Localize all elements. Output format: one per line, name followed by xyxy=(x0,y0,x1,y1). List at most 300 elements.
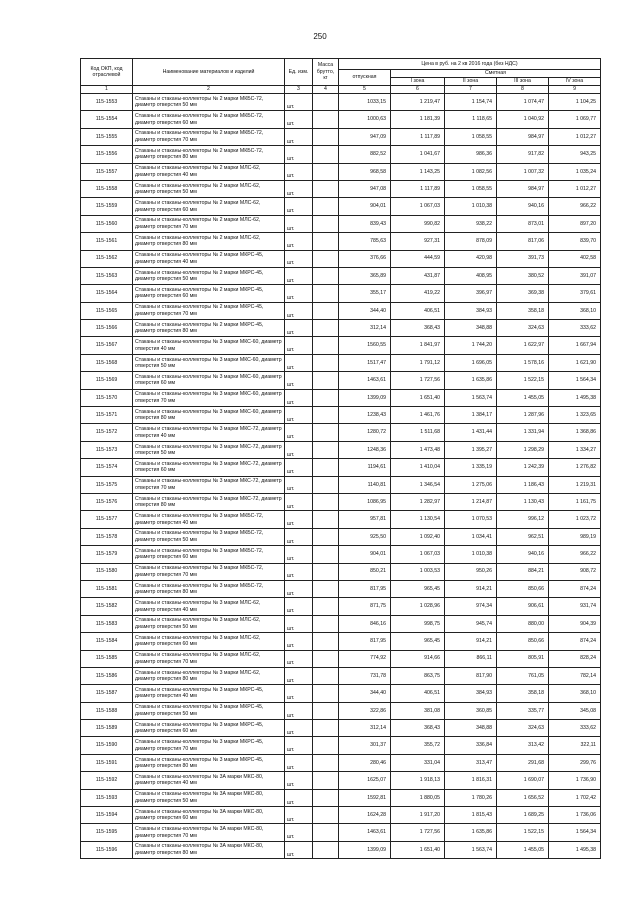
row-code: 115-1559 xyxy=(81,198,133,215)
row-name: Стаканы и стаканы-коллекторы № 3 марки МКБС-72, диаметр отверстия 40 мм xyxy=(133,511,285,528)
row-mass xyxy=(313,215,339,232)
row-zone-3-price: 324,63 xyxy=(497,720,549,737)
row-code: 115-1570 xyxy=(81,389,133,406)
row-zone-1-price: 1 003,53 xyxy=(391,563,445,580)
row-name: Стаканы и стаканы-коллекторы № 2 марки МЛС-62, диаметр отверстия 40 мм xyxy=(133,163,285,180)
row-unit: шт. xyxy=(285,772,313,789)
row-unit: шт. xyxy=(285,302,313,319)
table-row xyxy=(81,267,601,284)
row-name: Стаканы и стаканы-коллекторы № 3А марки МКС-80, диаметр отверстия 80 мм xyxy=(133,841,285,858)
row-zone-3-price: 996,12 xyxy=(497,511,549,528)
row-zone-3-price: 1 186,43 xyxy=(497,476,549,493)
row-zone-3-price: 1 690,07 xyxy=(497,772,549,789)
row-mass xyxy=(313,841,339,858)
row-name: Стаканы и стаканы-коллекторы № 2 марки МЛС-62, диаметр отверстия 80 мм xyxy=(133,233,285,250)
row-zone-3-price: 1 689,25 xyxy=(497,807,549,824)
price-table xyxy=(80,58,601,859)
row-zone-3-price: 313,42 xyxy=(497,737,549,754)
header-mass: Масса брутто, кг xyxy=(313,59,339,86)
row-mass xyxy=(313,754,339,771)
row-name: Стаканы и стаканы-коллекторы № 3 марки МКС-72, диаметр отверстия 70 мм xyxy=(133,476,285,493)
row-release-price: 1625,07 xyxy=(339,772,391,789)
table-row xyxy=(81,702,601,719)
row-name: Стаканы и стаканы-коллекторы № 2 марки МКБС-72, диаметр отверстия 50 мм xyxy=(133,94,285,111)
row-mass xyxy=(313,198,339,215)
table-row xyxy=(81,198,601,215)
row-name: Стаканы и стаканы-коллекторы № 2 марки МЛС-62, диаметр отверстия 60 мм xyxy=(133,198,285,215)
row-name: Стаканы и стаканы-коллекторы № 3 марки МКС-72, диаметр отверстия 50 мм xyxy=(133,441,285,458)
row-mass xyxy=(313,667,339,684)
row-zone-3-price: 873,01 xyxy=(497,215,549,232)
row-name: Стаканы и стаканы-коллекторы № 3А марки МКС-80, диаметр отверстия 70 мм xyxy=(133,824,285,841)
table-row xyxy=(81,389,601,406)
row-zone-4-price: 402,58 xyxy=(549,250,601,267)
row-zone-3-price: 880,00 xyxy=(497,615,549,632)
row-code: 115-1582 xyxy=(81,598,133,615)
row-zone-1-price: 1 117,89 xyxy=(391,180,445,197)
header-estimate: Сметная xyxy=(391,70,601,78)
row-zone-4-price: 333,62 xyxy=(549,320,601,337)
row-code: 115-1580 xyxy=(81,563,133,580)
row-zone-1-price: 965,45 xyxy=(391,580,445,597)
row-unit: шт. xyxy=(285,737,313,754)
row-release-price: 817,95 xyxy=(339,633,391,650)
row-name: Стаканы и стаканы-коллекторы № 2 марки МКРС-45, диаметр отверстия 80 мм xyxy=(133,320,285,337)
row-unit: шт. xyxy=(285,337,313,354)
row-zone-4-price: 966,22 xyxy=(549,546,601,563)
row-code: 115-1565 xyxy=(81,302,133,319)
row-zone-1-price: 1 117,89 xyxy=(391,128,445,145)
row-mass xyxy=(313,267,339,284)
row-release-price: 344,40 xyxy=(339,685,391,702)
row-name: Стаканы и стаканы-коллекторы № 3 марки МКБС-72, диаметр отверстия 80 мм xyxy=(133,580,285,597)
row-code: 115-1589 xyxy=(81,720,133,737)
row-zone-2-price: 1 780,26 xyxy=(445,789,497,806)
row-code: 115-1557 xyxy=(81,163,133,180)
row-mass xyxy=(313,737,339,754)
row-name: Стаканы и стаканы-коллекторы № 3 марки МКС-60, диаметр отверстия 50 мм xyxy=(133,354,285,371)
row-zone-3-price: 1 298,29 xyxy=(497,441,549,458)
row-mass xyxy=(313,650,339,667)
table-body xyxy=(81,94,601,859)
row-mass xyxy=(313,389,339,406)
row-unit: шт. xyxy=(285,511,313,528)
row-zone-3-price: 917,82 xyxy=(497,146,549,163)
row-zone-2-price: 1 395,27 xyxy=(445,441,497,458)
header-unit: Ед. изм. xyxy=(285,59,313,86)
row-mass xyxy=(313,580,339,597)
table-row xyxy=(81,720,601,737)
row-zone-4-price: 943,25 xyxy=(549,146,601,163)
row-name: Стаканы и стаканы-коллекторы № 3А марки МКС-80, диаметр отверстия 40 мм xyxy=(133,772,285,789)
row-unit: шт. xyxy=(285,250,313,267)
row-zone-4-price: 1 276,82 xyxy=(549,459,601,476)
table-row xyxy=(81,407,601,424)
row-zone-4-price: 379,61 xyxy=(549,285,601,302)
row-mass xyxy=(313,146,339,163)
row-unit: шт. xyxy=(285,563,313,580)
row-release-price: 871,75 xyxy=(339,598,391,615)
header-zone-2: II зона xyxy=(445,78,497,86)
row-zone-3-price: 358,18 xyxy=(497,685,549,702)
row-name: Стаканы и стаканы-коллекторы № 3 марки МКРС-45, диаметр отверстия 70 мм xyxy=(133,737,285,754)
row-release-price: 1086,95 xyxy=(339,493,391,510)
row-zone-1-price: 1 282,97 xyxy=(391,493,445,510)
row-unit: шт. xyxy=(285,407,313,424)
row-code: 115-1554 xyxy=(81,111,133,128)
row-release-price: 344,40 xyxy=(339,302,391,319)
row-name: Стаканы и стаканы-коллекторы № 3 марки МКБС-72, диаметр отверстия 60 мм xyxy=(133,546,285,563)
row-release-price: 850,21 xyxy=(339,563,391,580)
row-release-price: 1463,61 xyxy=(339,824,391,841)
row-name: Стаканы и стаканы-коллекторы № 2 марки МКРС-45, диаметр отверстия 60 мм xyxy=(133,285,285,302)
row-release-price: 968,58 xyxy=(339,163,391,180)
table-row xyxy=(81,511,601,528)
row-zone-3-price: 1 578,16 xyxy=(497,354,549,371)
row-zone-2-price: 1 010,38 xyxy=(445,198,497,215)
row-zone-4-price: 345,08 xyxy=(549,702,601,719)
row-code: 115-1567 xyxy=(81,337,133,354)
row-mass xyxy=(313,720,339,737)
row-zone-4-price: 1 035,24 xyxy=(549,163,601,180)
row-name: Стаканы и стаканы-коллекторы № 2 марки МКРС-45, диаметр отверстия 40 мм xyxy=(133,250,285,267)
row-unit: шт. xyxy=(285,615,313,632)
row-unit: шт. xyxy=(285,702,313,719)
row-zone-1-price: 1 841,97 xyxy=(391,337,445,354)
row-release-price: 1140,81 xyxy=(339,476,391,493)
row-name: Стаканы и стаканы-коллекторы № 3А марки МКС-80, диаметр отверстия 60 мм xyxy=(133,807,285,824)
row-release-price: 365,89 xyxy=(339,267,391,284)
table-row xyxy=(81,580,601,597)
row-zone-3-price: 984,97 xyxy=(497,180,549,197)
table-row xyxy=(81,285,601,302)
row-code: 115-1581 xyxy=(81,580,133,597)
row-release-price: 312,14 xyxy=(339,720,391,737)
table-row xyxy=(81,250,601,267)
header-zone-3: III зона xyxy=(497,78,549,86)
row-release-price: 1194,61 xyxy=(339,459,391,476)
row-zone-4-price: 368,10 xyxy=(549,302,601,319)
row-zone-1-price: 1 918,13 xyxy=(391,772,445,789)
row-zone-3-price: 1 242,39 xyxy=(497,459,549,476)
table-row xyxy=(81,233,601,250)
row-code: 115-1587 xyxy=(81,685,133,702)
row-name: Стаканы и стаканы-коллекторы № 3 марки МЛС-62, диаметр отверстия 80 мм xyxy=(133,667,285,684)
row-release-price: 904,01 xyxy=(339,546,391,563)
table-row xyxy=(81,180,601,197)
row-zone-1-price: 1 511,68 xyxy=(391,424,445,441)
row-mass xyxy=(313,598,339,615)
row-release-price: 355,17 xyxy=(339,285,391,302)
row-zone-2-price: 1 010,38 xyxy=(445,546,497,563)
row-release-price: 1033,15 xyxy=(339,94,391,111)
row-mass xyxy=(313,354,339,371)
row-zone-4-price: 1 495,38 xyxy=(549,389,601,406)
col-number: 8 xyxy=(497,86,549,94)
row-zone-2-price: 1 070,53 xyxy=(445,511,497,528)
row-zone-1-price: 1 346,54 xyxy=(391,476,445,493)
row-code: 115-1594 xyxy=(81,807,133,824)
row-name: Стаканы и стаканы-коллекторы № 2 марки МЛС-62, диаметр отверстия 70 мм xyxy=(133,215,285,232)
row-unit: шт. xyxy=(285,163,313,180)
row-name: Стаканы и стаканы-коллекторы № 3 марки МКС-60, диаметр отверстия 80 мм xyxy=(133,407,285,424)
row-zone-2-price: 1 082,56 xyxy=(445,163,497,180)
row-zone-1-price: 998,75 xyxy=(391,615,445,632)
row-zone-3-price: 1 074,47 xyxy=(497,94,549,111)
row-unit: шт. xyxy=(285,476,313,493)
table-row xyxy=(81,528,601,545)
row-zone-2-price: 866,11 xyxy=(445,650,497,667)
row-zone-2-price: 878,09 xyxy=(445,233,497,250)
row-zone-4-price: 966,22 xyxy=(549,198,601,215)
row-mass xyxy=(313,493,339,510)
table-row xyxy=(81,772,601,789)
row-zone-3-price: 1 130,43 xyxy=(497,493,549,510)
row-mass xyxy=(313,824,339,841)
row-zone-2-price: 1 815,43 xyxy=(445,807,497,824)
row-mass xyxy=(313,424,339,441)
row-zone-4-price: 368,10 xyxy=(549,685,601,702)
row-zone-4-price: 1 564,34 xyxy=(549,372,601,389)
row-zone-1-price: 1 041,67 xyxy=(391,146,445,163)
row-zone-2-price: 1 275,06 xyxy=(445,476,497,493)
row-zone-4-price: 1 161,75 xyxy=(549,493,601,510)
row-code: 115-1566 xyxy=(81,320,133,337)
row-zone-1-price: 927,31 xyxy=(391,233,445,250)
row-zone-1-price: 1 651,40 xyxy=(391,841,445,858)
row-zone-4-price: 1 368,86 xyxy=(549,424,601,441)
row-zone-1-price: 444,59 xyxy=(391,250,445,267)
row-zone-1-price: 990,82 xyxy=(391,215,445,232)
row-code: 115-1564 xyxy=(81,285,133,302)
row-release-price: 312,14 xyxy=(339,320,391,337)
col-number: 5 xyxy=(339,86,391,94)
row-code: 115-1590 xyxy=(81,737,133,754)
row-zone-2-price: 914,21 xyxy=(445,580,497,597)
row-zone-4-price: 391,07 xyxy=(549,267,601,284)
col-number: 7 xyxy=(445,86,497,94)
header-zone-4: IV зона xyxy=(549,78,601,86)
row-zone-3-price: 335,77 xyxy=(497,702,549,719)
table-row xyxy=(81,667,601,684)
row-unit: шт. xyxy=(285,354,313,371)
row-zone-3-price: 380,52 xyxy=(497,267,549,284)
row-name: Стаканы и стаканы-коллекторы № 3 марки МКС-60, диаметр отверстия 70 мм xyxy=(133,389,285,406)
row-mass xyxy=(313,407,339,424)
col-number: 3 xyxy=(285,86,313,94)
row-zone-1-price: 1 727,56 xyxy=(391,824,445,841)
row-code: 115-1578 xyxy=(81,528,133,545)
row-zone-1-price: 355,72 xyxy=(391,737,445,754)
row-code: 115-1568 xyxy=(81,354,133,371)
row-release-price: 947,08 xyxy=(339,180,391,197)
table-row xyxy=(81,372,601,389)
table-row xyxy=(81,615,601,632)
row-zone-2-price: 945,74 xyxy=(445,615,497,632)
row-zone-3-price: 906,61 xyxy=(497,598,549,615)
row-release-price: 1248,36 xyxy=(339,441,391,458)
row-name: Стаканы и стаканы-коллекторы № 3 марки МКС-72, диаметр отверстия 40 мм xyxy=(133,424,285,441)
row-name: Стаканы и стаканы-коллекторы № 2 марки МКБС-72, диаметр отверстия 60 мм xyxy=(133,111,285,128)
row-mass xyxy=(313,772,339,789)
table-row xyxy=(81,302,601,319)
row-mass xyxy=(313,685,339,702)
row-zone-3-price: 962,51 xyxy=(497,528,549,545)
row-release-price: 301,37 xyxy=(339,737,391,754)
row-zone-1-price: 406,51 xyxy=(391,685,445,702)
row-mass xyxy=(313,372,339,389)
row-code: 115-1595 xyxy=(81,824,133,841)
row-release-price: 904,01 xyxy=(339,198,391,215)
header-zone-1: I зона xyxy=(391,78,445,86)
table-row xyxy=(81,146,601,163)
row-unit: шт. xyxy=(285,650,313,667)
row-zone-4-price: 333,62 xyxy=(549,720,601,737)
row-zone-4-price: 989,19 xyxy=(549,528,601,545)
row-name: Стаканы и стаканы-коллекторы № 3 марки МКРС-45, диаметр отверстия 50 мм xyxy=(133,702,285,719)
row-release-price: 846,16 xyxy=(339,615,391,632)
row-zone-3-price: 984,97 xyxy=(497,128,549,145)
row-zone-2-price: 1 058,55 xyxy=(445,180,497,197)
row-release-price: 1280,72 xyxy=(339,424,391,441)
row-mass xyxy=(313,807,339,824)
row-unit: шт. xyxy=(285,424,313,441)
row-zone-2-price: 1 154,74 xyxy=(445,94,497,111)
row-unit: шт. xyxy=(285,94,313,111)
row-zone-1-price: 1 880,05 xyxy=(391,789,445,806)
row-zone-4-price: 908,72 xyxy=(549,563,601,580)
col-number: 2 xyxy=(133,86,285,94)
row-name: Стаканы и стаканы-коллекторы № 3А марки МКС-80, диаметр отверстия 50 мм xyxy=(133,789,285,806)
row-zone-2-price: 1 635,86 xyxy=(445,824,497,841)
row-release-price: 957,81 xyxy=(339,511,391,528)
row-code: 115-1593 xyxy=(81,789,133,806)
table-row xyxy=(81,754,601,771)
row-zone-3-price: 850,66 xyxy=(497,580,549,597)
row-zone-3-price: 1 040,92 xyxy=(497,111,549,128)
row-mass xyxy=(313,128,339,145)
row-zone-2-price: 1 034,41 xyxy=(445,528,497,545)
table-row xyxy=(81,320,601,337)
row-mass xyxy=(313,94,339,111)
row-zone-2-price: 914,21 xyxy=(445,633,497,650)
row-code: 115-1585 xyxy=(81,650,133,667)
row-zone-3-price: 369,38 xyxy=(497,285,549,302)
row-release-price: 785,63 xyxy=(339,233,391,250)
row-zone-3-price: 1 331,94 xyxy=(497,424,549,441)
row-zone-3-price: 940,16 xyxy=(497,546,549,563)
row-zone-2-price: 1 214,87 xyxy=(445,493,497,510)
row-release-price: 322,86 xyxy=(339,702,391,719)
table-row xyxy=(81,441,601,458)
table-row xyxy=(81,459,601,476)
table-row xyxy=(81,737,601,754)
row-mass xyxy=(313,285,339,302)
row-zone-2-price: 396,97 xyxy=(445,285,497,302)
row-zone-1-price: 1 791,12 xyxy=(391,354,445,371)
row-name: Стаканы и стаканы-коллекторы № 2 марки МЛС-62, диаметр отверстия 50 мм xyxy=(133,180,285,197)
row-zone-4-price: 1 012,27 xyxy=(549,180,601,197)
row-code: 115-1573 xyxy=(81,441,133,458)
row-zone-1-price: 1 130,54 xyxy=(391,511,445,528)
row-zone-2-price: 384,93 xyxy=(445,302,497,319)
row-zone-4-price: 782,14 xyxy=(549,667,601,684)
row-unit: шт. xyxy=(285,198,313,215)
row-unit: шт. xyxy=(285,807,313,824)
row-name: Стаканы и стаканы-коллекторы № 3 марки МКРС-45, диаметр отверстия 60 мм xyxy=(133,720,285,737)
row-code: 115-1579 xyxy=(81,546,133,563)
row-mass xyxy=(313,250,339,267)
row-code: 115-1584 xyxy=(81,633,133,650)
row-release-price: 731,78 xyxy=(339,667,391,684)
row-release-price: 1399,09 xyxy=(339,389,391,406)
row-zone-1-price: 331,04 xyxy=(391,754,445,771)
row-unit: шт. xyxy=(285,441,313,458)
row-name: Стаканы и стаканы-коллекторы № 3 марки МЛС-62, диаметр отверстия 40 мм xyxy=(133,598,285,615)
row-zone-4-price: 1 104,25 xyxy=(549,94,601,111)
header-name: Наименование материалов и изделий xyxy=(133,59,285,86)
row-zone-2-price: 1 335,19 xyxy=(445,459,497,476)
table-row xyxy=(81,94,601,111)
row-release-price: 947,09 xyxy=(339,128,391,145)
row-release-price: 774,92 xyxy=(339,650,391,667)
row-unit: шт. xyxy=(285,233,313,250)
row-name: Стаканы и стаканы-коллекторы № 3 марки МКБС-72, диаметр отверстия 50 мм xyxy=(133,528,285,545)
row-zone-2-price: 1 118,65 xyxy=(445,111,497,128)
row-unit: шт. xyxy=(285,580,313,597)
row-zone-4-price: 1 667,94 xyxy=(549,337,601,354)
row-zone-4-price: 897,20 xyxy=(549,215,601,232)
row-mass xyxy=(313,180,339,197)
table-row xyxy=(81,633,601,650)
row-zone-4-price: 874,24 xyxy=(549,580,601,597)
page-number: 250 xyxy=(313,32,327,41)
row-unit: шт. xyxy=(285,285,313,302)
row-code: 115-1562 xyxy=(81,250,133,267)
row-mass xyxy=(313,789,339,806)
row-zone-4-price: 1 323,65 xyxy=(549,407,601,424)
row-unit: шт. xyxy=(285,111,313,128)
row-mass xyxy=(313,302,339,319)
row-zone-2-price: 1 563,74 xyxy=(445,841,497,858)
row-release-price: 1560,55 xyxy=(339,337,391,354)
row-release-price: 280,46 xyxy=(339,754,391,771)
row-name: Стаканы и стаканы-коллекторы № 3 марки МЛС-62, диаметр отверстия 70 мм xyxy=(133,650,285,667)
row-name: Стаканы и стаканы-коллекторы № 3 марки МКРС-45, диаметр отверстия 80 мм xyxy=(133,754,285,771)
row-zone-4-price: 1 564,34 xyxy=(549,824,601,841)
row-zone-2-price: 974,34 xyxy=(445,598,497,615)
row-release-price: 1624,28 xyxy=(339,807,391,824)
row-zone-4-price: 322,11 xyxy=(549,737,601,754)
row-zone-1-price: 1 473,48 xyxy=(391,441,445,458)
row-zone-4-price: 874,24 xyxy=(549,633,601,650)
row-zone-1-price: 1 727,56 xyxy=(391,372,445,389)
row-name: Стаканы и стаканы-коллекторы № 3 марки МКС-72, диаметр отверстия 80 мм xyxy=(133,493,285,510)
table-row xyxy=(81,354,601,371)
row-zone-1-price: 1 410,04 xyxy=(391,459,445,476)
row-zone-3-price: 291,68 xyxy=(497,754,549,771)
row-mass xyxy=(313,441,339,458)
row-zone-4-price: 1 702,42 xyxy=(549,789,601,806)
table-row xyxy=(81,424,601,441)
row-code: 115-1555 xyxy=(81,128,133,145)
row-zone-1-price: 1 181,39 xyxy=(391,111,445,128)
row-release-price: 1238,43 xyxy=(339,407,391,424)
row-code: 115-1560 xyxy=(81,215,133,232)
row-zone-4-price: 1 334,27 xyxy=(549,441,601,458)
row-mass xyxy=(313,546,339,563)
row-mass xyxy=(313,163,339,180)
